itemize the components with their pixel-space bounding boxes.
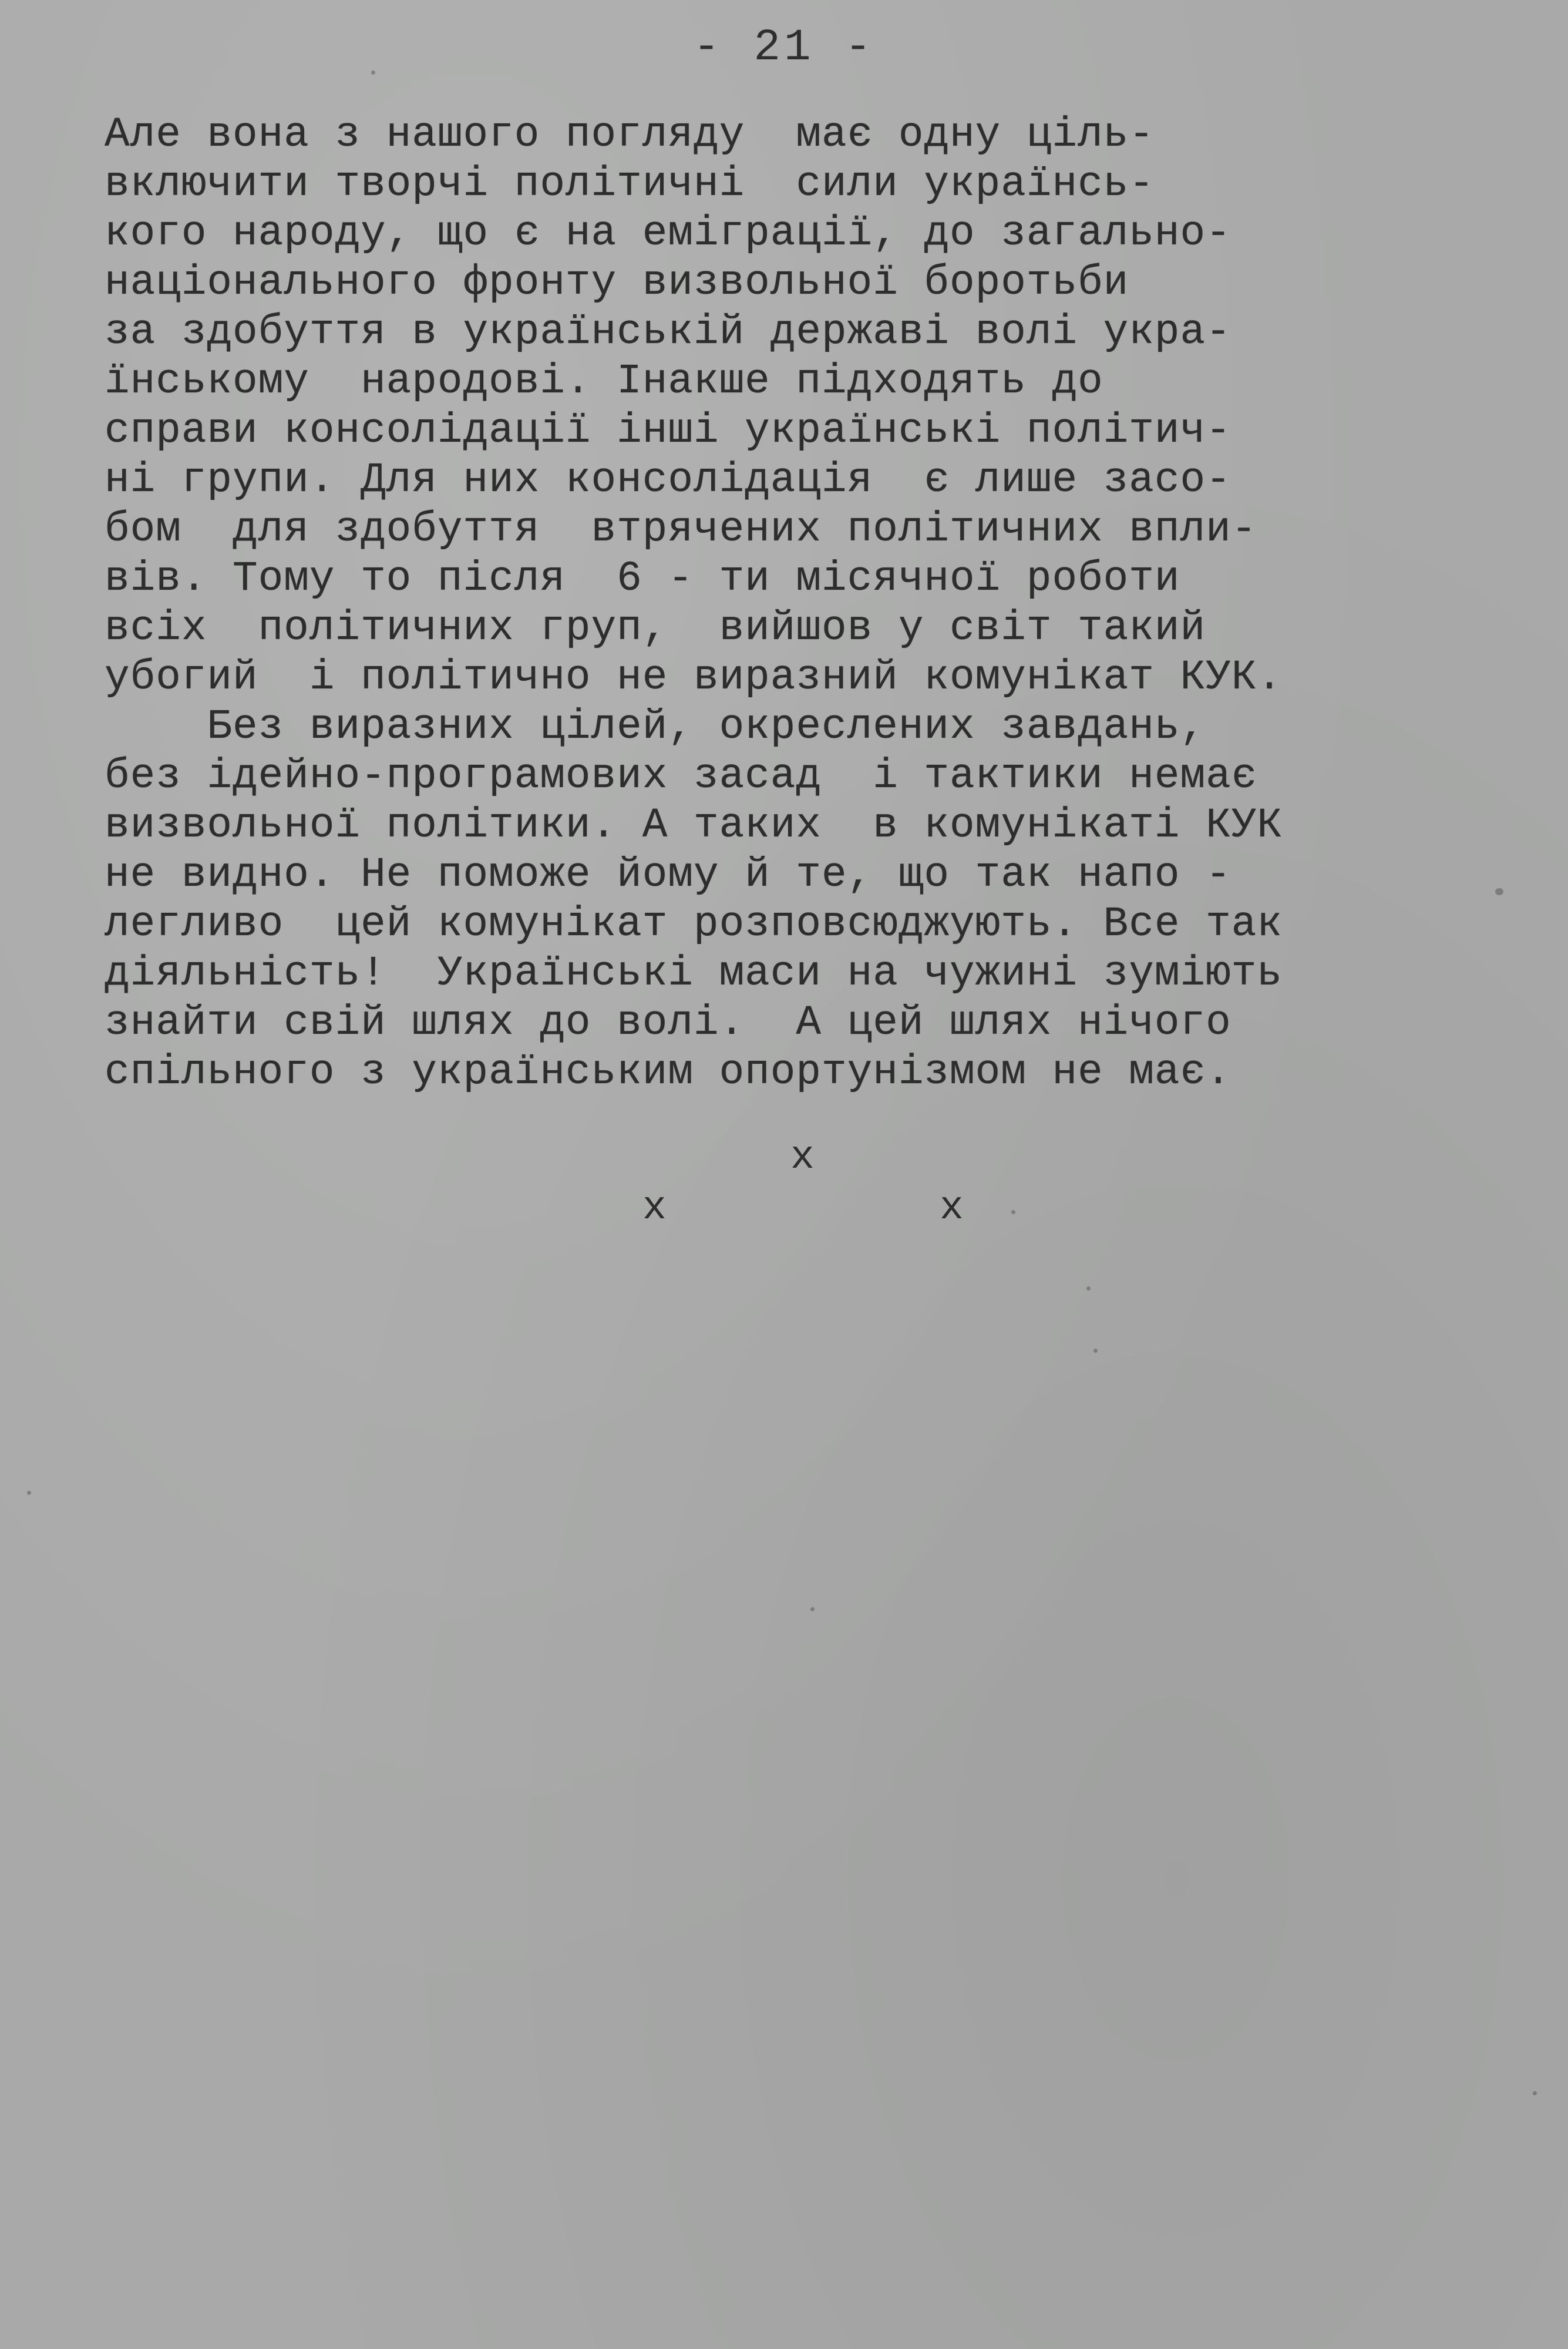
- section-separator-right-mark: x: [940, 1185, 964, 1231]
- text-line: справи консолідації інші українські політич-: [105, 408, 1231, 455]
- text-line: їнському народові. Інакше підходять до: [105, 358, 1103, 405]
- text-line: легливо цей комунікат розповсюджують. Все так: [105, 901, 1283, 948]
- text-line: кого народу, що є на еміграції, до загально-: [105, 210, 1231, 257]
- text-line: всіх політичних груп, вийшов у світ такий: [105, 605, 1206, 652]
- ink-speck: [1011, 1210, 1015, 1214]
- text-line: спільного з українським опортунізмом не має.: [105, 1049, 1231, 1096]
- text-line: за здобуття в українській державі волі укра-: [105, 309, 1231, 356]
- text-line: національного фронту визвольної боротьби: [105, 260, 1129, 307]
- text-line: вів. Тому то після 6 - ти місячної роботи: [105, 556, 1180, 603]
- text-line: ні групи. Для них консолідація є лише засо-: [105, 457, 1231, 504]
- section-separator-left-mark: x: [642, 1185, 667, 1231]
- text-line: без ідейно-програмових засад і тактики немає: [105, 753, 1257, 800]
- text-line: не видно. Не поможе йому й те, що так напо -: [105, 852, 1231, 899]
- body-text: [105, 110, 1502, 1097]
- text-line: Але вона з нашого погляду має одну ціль-: [105, 112, 1155, 159]
- page-number: - 21 -: [693, 22, 875, 73]
- text-line: діяльність! Українські маси на чужині зуміють: [105, 950, 1283, 997]
- text-line: бом для здобуття втрячених політичних впли-: [105, 506, 1257, 553]
- ink-speck: [1093, 1349, 1098, 1353]
- ink-speck: [1533, 2091, 1537, 2095]
- ink-speck: [810, 1607, 815, 1611]
- text-line: знайти свій шлях до волі. А цей шлях нічого: [105, 1000, 1231, 1047]
- ink-speck: [1086, 1286, 1091, 1291]
- text-line: визвольної політики. А таких в комунікаті КУК: [105, 802, 1283, 849]
- text-line: Без виразних цілей, окреслених завдань,: [105, 704, 1206, 751]
- section-separator-top-mark: x: [790, 1135, 815, 1180]
- ink-speck: [27, 1491, 31, 1495]
- text-line: включити творчі політичні сили українсь-: [105, 161, 1155, 208]
- text-line: убогий і політично не виразний комунікат КУК.: [105, 654, 1283, 701]
